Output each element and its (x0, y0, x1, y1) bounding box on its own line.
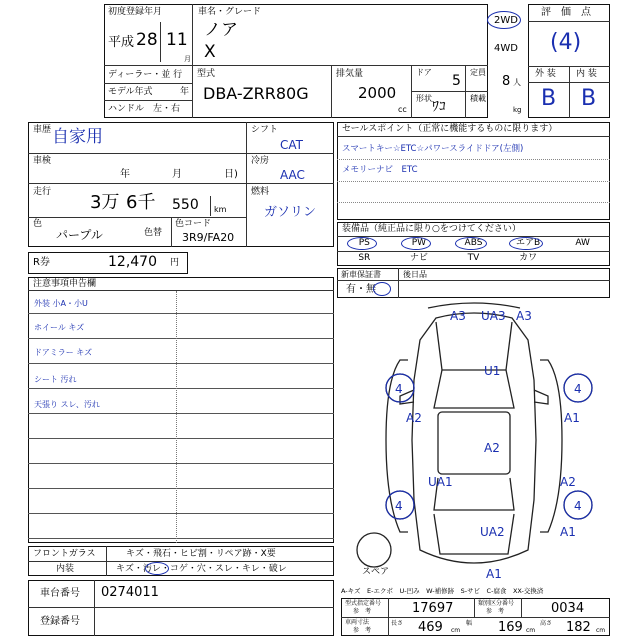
color-change-label: 色替 (144, 228, 163, 238)
capacity-value: 8 (502, 74, 511, 89)
spec-model-sub: 参 考 (353, 608, 372, 615)
spare-tire (357, 533, 391, 567)
car-body-outline (412, 313, 536, 563)
car-grade: X (204, 42, 216, 62)
damage-mark: A1 (560, 525, 576, 539)
note-rule (28, 338, 334, 339)
equipment-tv: TV (467, 253, 480, 263)
equipment-leather: カワ (519, 253, 538, 263)
note-item: 天張り スレ、汚れ (34, 400, 100, 409)
equipment-empty (555, 252, 610, 266)
registration-label: 初度登録年月 (108, 7, 163, 17)
equipment-abs-circle (455, 237, 487, 250)
car-name: ノア (204, 20, 238, 40)
spec-width-name: 幅 (466, 620, 473, 627)
sales-point-line2: メモリーナビ ETC (342, 165, 418, 175)
equipment-airbag: エアB (515, 238, 541, 248)
damage-mark: 4 (395, 382, 403, 396)
spec-len-name: 長さ (391, 620, 404, 627)
damage-mark: U1 (484, 364, 501, 378)
damage-mark: UA1 (428, 475, 453, 489)
sales-points-label: セールスポイント（正常に機能するものに限ります） (342, 124, 558, 134)
damage-mark: A2 (484, 441, 500, 455)
damage-mark: UA2 (480, 525, 505, 539)
spec-model-value: 17697 (412, 601, 454, 616)
doors-label: ドア (416, 68, 432, 77)
recycle-value: 12,470 (108, 254, 157, 270)
aircon-label: 冷房 (251, 156, 270, 166)
doors-value: 5 (452, 73, 461, 89)
equipment-sr: SR (358, 253, 371, 263)
note-rule (28, 538, 334, 539)
damage-mark: UA3 (481, 309, 506, 323)
spec-len-sub: 参 考 (353, 627, 372, 634)
damage-mark: A2 (560, 475, 576, 489)
score-interior-label: 内 装 (576, 69, 597, 79)
usage-value: 自家用 (52, 127, 103, 147)
spec-width-unit: cm (526, 627, 536, 634)
spec-class-sub: 参 考 (486, 608, 505, 615)
aircon-value: AAC (280, 168, 305, 182)
reg-number-label: 登録番号 (40, 616, 80, 627)
note-rule (28, 463, 334, 464)
inspection-day: 日) (224, 169, 238, 180)
equipment-pw-circle (401, 237, 431, 250)
spare-label: スペア (362, 567, 390, 577)
displacement-label: 排気量 (336, 69, 364, 79)
note-rule (28, 513, 334, 514)
recycle-label: R券 (33, 257, 50, 268)
model-year-label: モデル年式 (108, 87, 153, 97)
color-code: 3R9/FA20 (182, 231, 235, 244)
drive-2wd-circle (487, 11, 521, 29)
drive-2wd: 2WD (494, 15, 518, 26)
mileage-rest: 550 (172, 197, 199, 213)
inspection-month: 月 (172, 169, 182, 180)
note-item: ホイール キズ (34, 323, 85, 332)
score-value: (4) (550, 30, 582, 55)
score-exterior-label: 外 装 (535, 69, 556, 79)
score-interior: B (581, 86, 597, 111)
sales-point-line1: スマートキー☆ETC☆パワースライドドア(左側) (342, 144, 524, 154)
chassis-value: 0274011 (101, 585, 159, 600)
registration-month: 11 (166, 30, 188, 50)
warranty-later-label: 後日品 (403, 270, 427, 279)
equipment-abs: ABS (464, 238, 483, 248)
mileage-unit: km (214, 205, 227, 214)
damage-mark: A1 (486, 567, 502, 581)
note-rule (28, 313, 334, 314)
spec-width-value: 169 (498, 620, 523, 635)
spec-len-label: 車両寸法 (345, 619, 370, 626)
spec-model-label: 型式指定番号 (345, 600, 382, 607)
damage-mark: A2 (406, 411, 422, 425)
damage-mark: A1 (564, 411, 580, 425)
note-item: シート 汚れ (34, 375, 77, 384)
mileage-sen: 6千 (126, 192, 156, 213)
drive-4wd: 4WD (494, 43, 518, 54)
equipment-ps: PS (358, 238, 370, 248)
warranty-value: 有・無 (346, 284, 376, 295)
shift-label: シフト (251, 125, 279, 135)
shape-value: ﾜｺ (432, 99, 446, 115)
spec-height-unit: cm (596, 627, 606, 634)
note-item: ドアミラー キズ (34, 348, 93, 357)
shape-label: 形状 (416, 94, 432, 103)
note-rule (28, 413, 334, 414)
fuel-value: ガソリン (264, 205, 317, 220)
model-year-unit: 年 (180, 87, 190, 97)
interior-label: 内装 (56, 564, 75, 574)
mileage-label: 走行 (33, 187, 52, 197)
score-exterior: B (541, 86, 557, 111)
spec-len-unit: cm (451, 627, 461, 634)
registration-era: 平成 (108, 35, 135, 50)
equipment-label: 装備品（純正品に限り○をつけてください） (342, 224, 521, 234)
damage-mark: A3 (450, 309, 466, 323)
displacement-unit: cc (398, 105, 407, 114)
note-rule (28, 388, 334, 389)
equipment-row-2 (337, 252, 610, 266)
capacity-label: 定員 (470, 68, 486, 77)
damage-mark: A3 (516, 309, 532, 323)
handle-label: ハンドル 左・右 (108, 104, 181, 114)
fuel-label: 燃料 (251, 187, 270, 197)
model-label: 型式 (197, 69, 216, 79)
damage-mark: 4 (574, 382, 582, 396)
equipment-ps-circle (347, 237, 377, 250)
spec-height-value: 182 (566, 620, 591, 635)
warranty-circle (373, 282, 391, 296)
loadcap-label: 積載 (470, 94, 486, 103)
color-label: 色 (33, 219, 43, 229)
car-name-label: 車名・グレード (198, 7, 262, 17)
spec-class-value: 0034 (551, 601, 585, 616)
damage-mark: 4 (395, 499, 403, 513)
color-code-label: 色コード (175, 219, 212, 229)
spec-len-value: 469 (418, 620, 443, 635)
car-diagram (338, 300, 610, 592)
equipment-airbag-circle (509, 237, 543, 250)
inspection-label: 車検 (33, 156, 52, 166)
note-column-divider (176, 291, 177, 543)
note-rule (28, 488, 334, 489)
dealer-label: ディーラー・並 行 (108, 70, 183, 80)
shift-value: CAT (280, 138, 303, 152)
note-rule (28, 363, 334, 364)
model-value: DBA-ZRR80G (203, 84, 309, 103)
front-glass-options: キズ・飛石・ヒビ割・リペア跡・X要 (126, 549, 276, 559)
notes-block (28, 277, 334, 543)
capacity-unit: 人 (513, 78, 521, 87)
damage-mark: 4 (574, 499, 582, 513)
displacement-value: 2000 (358, 84, 397, 102)
interior-dirt-circle (145, 562, 169, 575)
notes-label: 注意事項申告欄 (33, 279, 97, 289)
mileage-man: 3万 (90, 192, 120, 213)
warranty-label: 新車保証書 (341, 270, 381, 279)
loadcap-unit: kg (513, 106, 522, 114)
inspection-year: 年 (120, 169, 130, 180)
spec-class-label: 類別区分番号 (478, 600, 515, 607)
score-label: 評 価 点 (541, 7, 591, 18)
usage-label: 車歴 (33, 125, 52, 135)
damage-legend: A-キズ E-エクボ U-凹み W-補修跡 S-サビ C-腐食 XX-交換済 (341, 587, 544, 595)
front-glass-label: フロントガラス (33, 549, 96, 559)
spec-height-name: 高さ (540, 620, 553, 627)
equipment-navi: ナビ (409, 253, 428, 263)
registration-year: 28 (136, 30, 158, 50)
recycle-unit: 円 (170, 258, 180, 268)
registration-month-unit: 月 (184, 55, 191, 63)
equipment-aw: AW (575, 238, 590, 248)
note-rule (28, 438, 334, 439)
color-value: パープル (56, 228, 103, 242)
note-item: 外装 小A・小U (34, 299, 88, 308)
chassis-label: 車台番号 (40, 588, 80, 599)
equipment-pw: PW (411, 238, 427, 248)
interior-options: キズ・汚レ・コゲ・穴・スレ・キレ・破レ (116, 564, 287, 574)
